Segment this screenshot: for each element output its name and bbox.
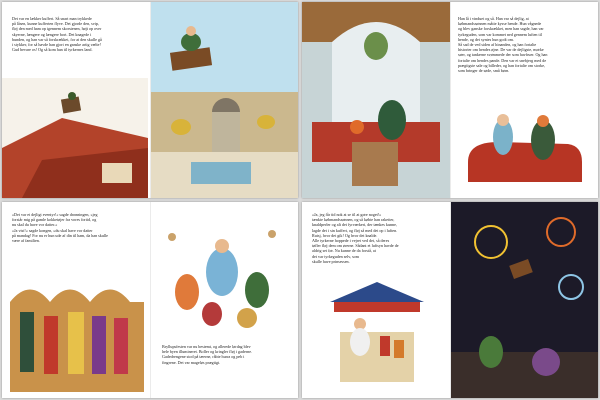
page-gutter <box>150 202 151 398</box>
spread-palace-interior <box>302 2 598 198</box>
illustration-celebrating-crowd <box>152 222 292 332</box>
spread-royal-family <box>2 202 298 398</box>
illustration-couple-sofa <box>458 102 592 192</box>
page-gutter <box>450 2 451 198</box>
spread-fireworks <box>302 202 598 398</box>
story-text-2: Han lå i vinduet og så. Han var så dejlig, at købmandssønnen måtte kysse hende. Hun vågnede og blev ganske forskrækket, men han sagde, han var tyrkeguden, som var kommet ned gennem luften til hende, og det syntes hun godt om. Så sad de ved siden af hinanden, og han fortalte historier om hendes øjne. De var de dejligste, mørke søer, og tankerne svømmede der som havfruer. Og han fortalte om hendes pande. Den var et snebjerg med de prægtigste sale og billeder, og han fortalte om storke, som bringer de søde, små børn. <box>458 16 548 74</box>
illustration-night-fireworks <box>451 202 598 398</box>
spread-flying-trunk <box>2 2 298 198</box>
illustration-city-right <box>151 2 298 198</box>
story-text-3: »Det var et dejligt eventyr!« sagde dronningen, »jeg forstår mig på gamle kokketøjer fra vores fortid, og nu skal du have vor datter.« »Ja vist!« sagde kongen, »du skal have vor datter på mandag! For nu er hun ude af din til ham, da han skulle være af familien. <box>12 212 108 244</box>
story-text-4: »Ja, jeg får tid nok at se til at gøre noget!« tænkte købmandssønnen, og så købte han raketter, knaldperler og alt det fyrværkeri, der tænkes kunne, lagde det i sin kuffert, og fløj så med det op i luften. Rutsj, hvor det gik! Og hvor det knalde. Alle tyrkerne hoppede i vejret ved det, så deres tøfler fløj dem om ørerne. Sådant et luftsyn havde de aldrig set før. Nu kunne de da forstå, at det var tyrkeguden selv, som skulle have prinsessen. <box>312 212 399 264</box>
illustration-family-arches <box>10 272 144 392</box>
illustration-palace-room <box>302 2 450 198</box>
illustration-fireworks-stall <box>310 272 444 394</box>
story-text-1: Det var en lækker kuffert. Så snart man trykkede på låsen, kunne kufferten flyve. Det gjorde den, svip, fløj den med ham op igennem skorstenen, højt op over skyerne, længere og længere bort. Det knagede i bunden, og han var så forskrækket, for at den skulle gå i stykker, for så havde han gjort en ganske artig vælte! Gud bevare os! Og så kom han til tyrkernes land. <box>12 16 102 53</box>
illustration-rooftops-left <box>2 78 148 198</box>
story-caption-feast: Bryllupsfesten var nu bestemt, og allerede lørdag blev hele byen illumineret. Boller og kringler fløj i gaderne. Gadedrengene stod på tæerne, råbte hurra og peb i fingrene. Det var mageløs prægtigt. <box>162 344 253 365</box>
